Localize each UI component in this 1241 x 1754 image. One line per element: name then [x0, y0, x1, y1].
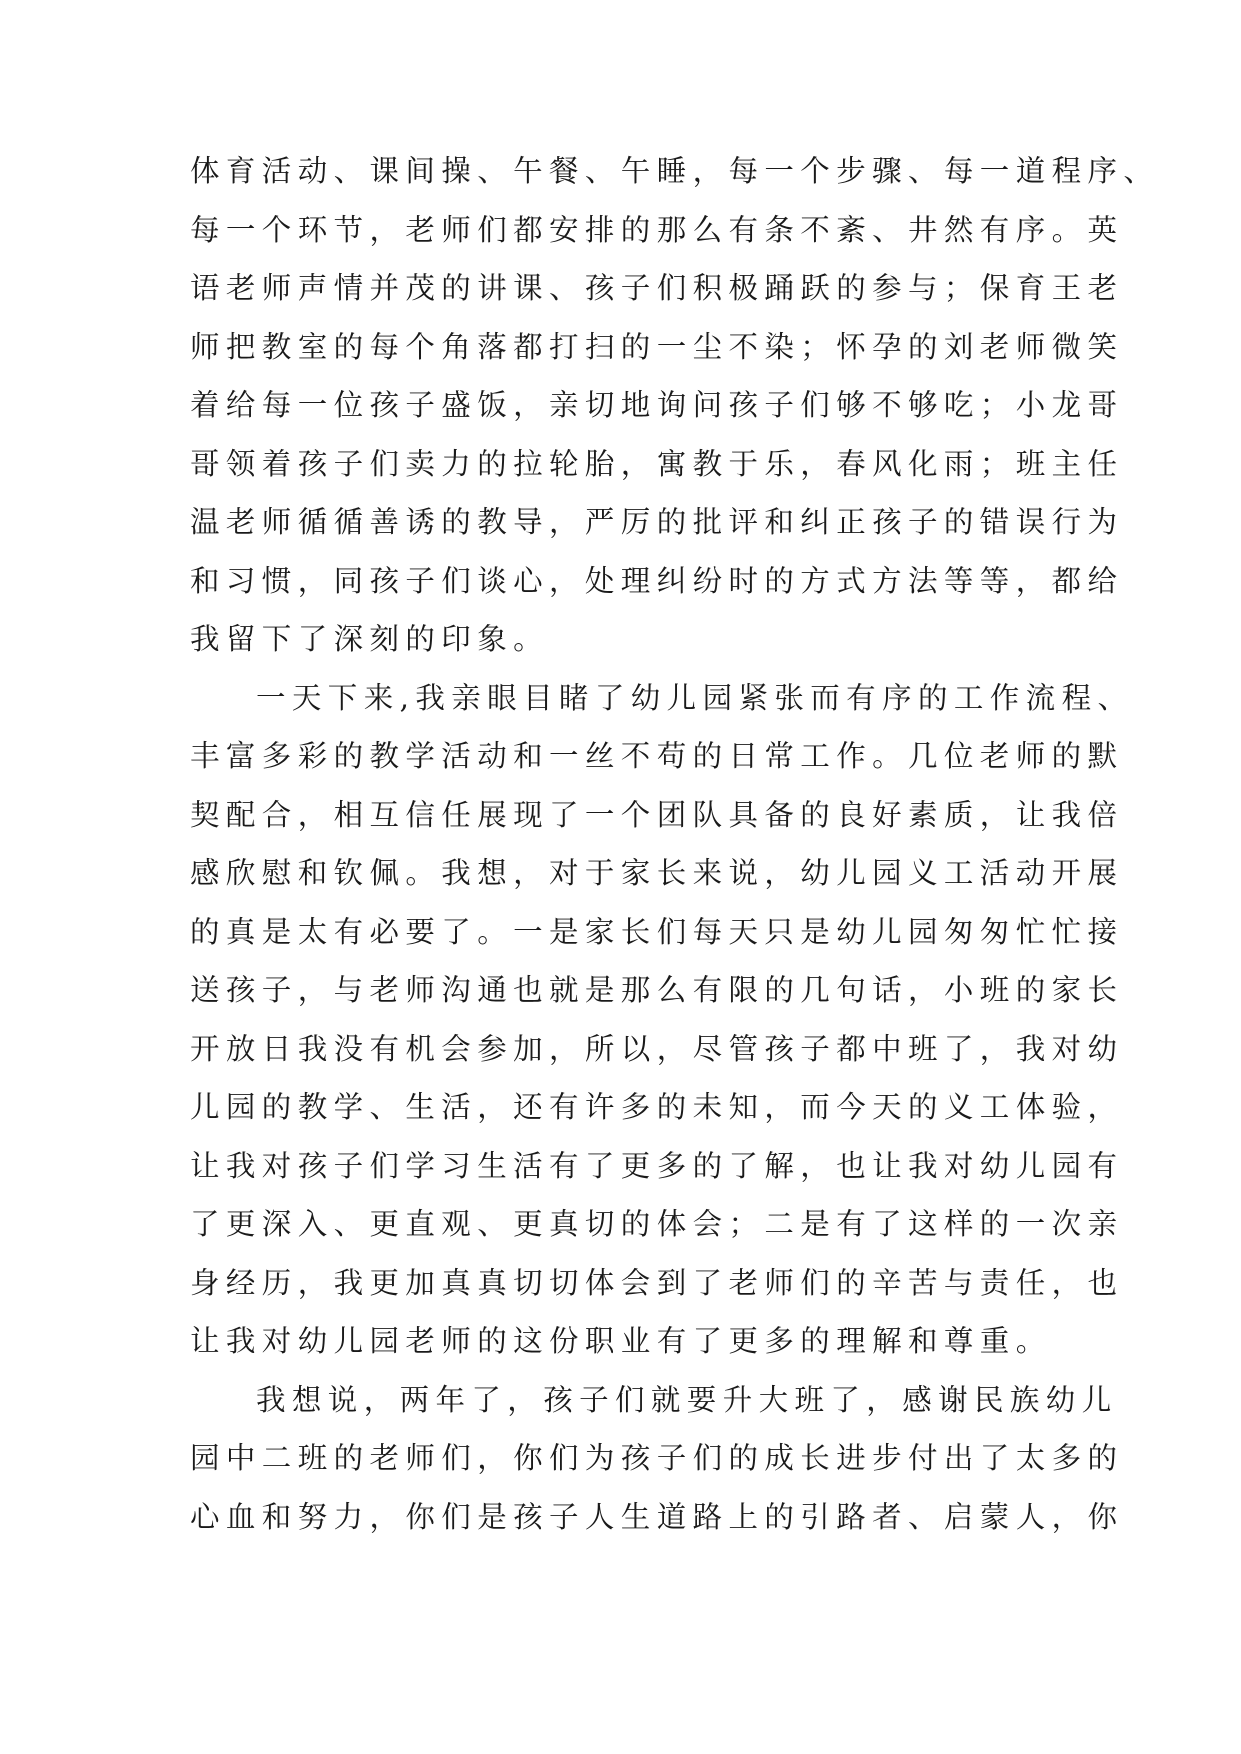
text-line: 让我对孩子们学习生活有了更多的了解，也让我对幼儿园有 — [190, 1148, 1124, 1183]
text-line: 温老师循循善诱的教导，严厉的批评和纠正孩子的错误行为 — [190, 505, 1124, 539]
text-line: 着给每一位孩子盛饭，亲切地询问孩子们够不够吃；小龙哥 — [190, 388, 1124, 422]
text-line: 让我对幼儿园老师的这份职业有了更多的理解和尊重。 — [190, 1324, 1052, 1358]
text-line: 儿园的教学、生活，还有许多的未知，而今天的义工体验， — [190, 1090, 1124, 1124]
paragraph-start-line: 我想说，两年了，孩子们就要升大班了，感谢民族幼儿 — [256, 1382, 1118, 1417]
text-line: 心血和努力，你们是孩子人生道路上的引路者、启蒙人，你 — [190, 1499, 1124, 1534]
text-line: 哥领着孩子们卖力的拉轮胎，寓教于乐，春风化雨；班主任 — [190, 446, 1124, 481]
text-line: 每一个环节，老师们都安排的那么有条不紊、井然有序。英 — [190, 212, 1124, 247]
text-line: 体育活动、课间操、午餐、午睡，每一个步骤、每一道程序、 — [190, 154, 1160, 188]
text-line: 我留下了深刻的印象。 — [190, 622, 550, 656]
text-line: 的真是太有必要了。一是家长们每天只是幼儿园匆匆忙忙接 — [190, 914, 1124, 949]
text-line: 语老师声情并茂的讲课、孩子们积极踊跃的参与；保育王老 — [190, 271, 1124, 305]
text-line: 了更深入、更直观、更真切的体会；二是有了这样的一次亲 — [190, 1207, 1124, 1241]
text-line: 感欣慰和钦佩。我想，对于家长来说，幼儿园义工活动开展 — [190, 856, 1124, 890]
text-line: 师把教室的每个角落都打扫的一尘不染；怀孕的刘老师微笑 — [190, 329, 1124, 364]
text-line: 园中二班的老师们，你们为孩子们的成长进步付出了太多的 — [190, 1441, 1124, 1475]
document-body — [190, 142, 1160, 1546]
text-line: 送孩子，与老师沟通也就是那么有限的几句话，小班的家长 — [190, 973, 1124, 1007]
text-line: 开放日我没有机会参加，所以，尽管孩子都中班了，我对幼 — [190, 1031, 1124, 1066]
text-line: 身经历，我更加真真切切体会到了老师们的辛苦与责任，也 — [190, 1265, 1124, 1300]
text-line: 和习惯，同孩子们谈心，处理纠纷时的方式方法等等，都给 — [190, 563, 1124, 598]
text-line: 丰富多彩的教学活动和一丝不苟的日常工作。几位老师的默 — [190, 739, 1124, 773]
text-line: 契配合，相互信任展现了一个团队具备的良好素质，让我倍 — [190, 797, 1124, 832]
paragraph-start-line: 一天下来,我亲眼目睹了幼儿园紧张而有序的工作流程、 — [256, 680, 1134, 715]
